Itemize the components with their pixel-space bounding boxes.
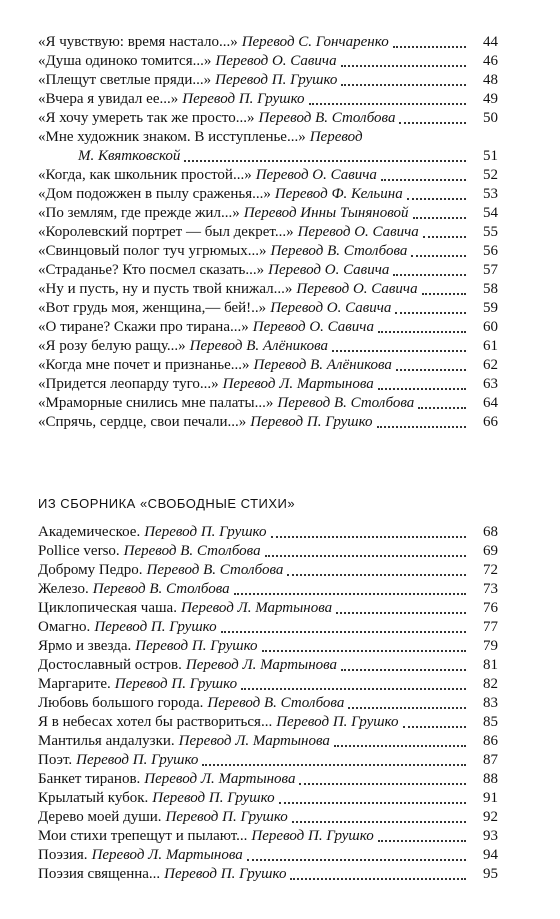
entry-page-number: 87 xyxy=(483,752,498,768)
entry-translator: Перевод О. Савича xyxy=(255,167,377,183)
entry-translator: Перевод П. Грушко xyxy=(114,676,238,692)
entry-title: «Мраморные снились мне палаты...» xyxy=(38,395,274,411)
entry-translator: Перевод П. Грушко xyxy=(94,619,217,635)
entry-translator: Перевод П. Грушко xyxy=(76,752,199,768)
toc-entry xyxy=(38,413,498,432)
entry-title: «Королевский портрет — был декрет...» xyxy=(38,224,294,240)
dot-leader xyxy=(393,45,466,48)
entry-title: Мои стихи трепещут и пылают... xyxy=(38,828,248,844)
entry-page-number: 85 xyxy=(483,714,498,730)
entry-translator: Перевод Ф. Кельина xyxy=(274,186,403,202)
dot-leader xyxy=(381,178,466,181)
entry-translator: Перевод О. Савича xyxy=(270,300,392,316)
toc-entry xyxy=(38,542,498,561)
dot-leader xyxy=(292,820,466,823)
toc-entry xyxy=(38,865,498,884)
entry-title: «По землям, где прежде жил...» xyxy=(38,205,240,221)
toc-entry xyxy=(38,523,498,542)
dot-leader xyxy=(395,311,466,314)
entry-page-number: 52 xyxy=(483,167,498,183)
entry-translator: Перевод В. Столбова xyxy=(123,543,261,559)
toc-entry xyxy=(38,280,498,299)
toc-entry xyxy=(38,561,498,580)
entry-title: «Спрячь, сердце, свои печали...» xyxy=(38,414,247,430)
entry-page-number: 58 xyxy=(483,281,498,297)
toc-entry xyxy=(38,751,498,770)
toc-entry xyxy=(38,713,498,732)
entry-translator: Перевод О. Савича xyxy=(297,224,419,240)
entry-translator: Перевод В. Столбова xyxy=(146,562,284,578)
dot-leader xyxy=(403,725,467,728)
toc-entry xyxy=(38,675,498,694)
entry-translator: Перевод С. Гончаренко xyxy=(241,34,389,50)
entry-page-number: 88 xyxy=(483,771,498,787)
dot-leader xyxy=(377,425,466,428)
toc-entry xyxy=(38,242,498,261)
toc-part-1 xyxy=(38,33,498,432)
dot-leader xyxy=(287,573,466,576)
entry-page-number: 61 xyxy=(483,338,498,354)
entry-page-number: 44 xyxy=(483,34,498,50)
toc-entry xyxy=(38,637,498,656)
entry-title: Поэт. xyxy=(38,752,73,768)
dot-leader xyxy=(407,197,466,200)
entry-title: «Свинцовый полог туч угрюмых...» xyxy=(38,243,267,259)
toc-entry xyxy=(38,789,498,808)
entry-page-number: 60 xyxy=(483,319,498,335)
toc-entry xyxy=(38,204,498,223)
dot-leader xyxy=(341,668,466,671)
toc-entry xyxy=(38,375,498,394)
toc-entry xyxy=(38,732,498,751)
toc-entry xyxy=(38,223,498,242)
dot-leader xyxy=(299,782,466,785)
entry-translator: Перевод П. Грушко xyxy=(164,866,287,882)
section-heading: ИЗ СБОРНИКА «СВОБОДНЫЕ СТИХИ» xyxy=(38,496,296,511)
entry-page-number: 81 xyxy=(483,657,498,673)
entry-page-number: 72 xyxy=(483,562,498,578)
dot-leader xyxy=(279,801,466,804)
entry-title: «Плещут светлые пряди...» xyxy=(38,72,212,88)
entry-page-number: 83 xyxy=(483,695,498,711)
entry-translator: Перевод В. Столбова xyxy=(270,243,408,259)
entry-translator: Перевод П. Грушко xyxy=(144,524,267,540)
entry-title: Омагно. xyxy=(38,619,91,635)
toc-entry xyxy=(38,770,498,789)
entry-translator: Перевод В. Столбова xyxy=(207,695,345,711)
entry-title: Мантилья андалузки. xyxy=(38,733,175,749)
toc-entry xyxy=(38,261,498,280)
entry-translator: Перевод П. Грушко xyxy=(276,714,399,730)
entry-page-number: 48 xyxy=(483,72,498,88)
entry-page-number: 66 xyxy=(483,414,498,430)
dot-leader xyxy=(265,554,466,557)
entry-page-number: 94 xyxy=(483,847,498,863)
entry-translator: Перевод О. Савича xyxy=(215,53,337,69)
entry-translator: Перевод Л. Мартынова xyxy=(178,733,330,749)
dot-leader xyxy=(241,687,466,690)
entry-translator: Перевод О. Савича xyxy=(252,319,374,335)
entry-translator: Перевод П. Грушко xyxy=(165,809,288,825)
entry-page-number: 49 xyxy=(483,91,498,107)
dot-leader xyxy=(396,368,466,371)
toc-entry xyxy=(38,71,498,90)
dot-leader xyxy=(202,763,466,766)
toc-entry xyxy=(38,318,498,337)
entry-page-number: 59 xyxy=(483,300,498,316)
dot-leader xyxy=(378,330,466,333)
toc-entry xyxy=(38,166,498,185)
dot-leader xyxy=(411,254,466,257)
entry-translator: Перевод xyxy=(309,129,363,145)
entry-page-number: 56 xyxy=(483,243,498,259)
toc-entry xyxy=(38,694,498,713)
entry-title: «Мне художник знаком. В исступленье...» xyxy=(38,129,306,145)
entry-title: Pollice verso. xyxy=(38,543,120,559)
entry-title: Поэзия. xyxy=(38,847,88,863)
entry-page-number: 79 xyxy=(483,638,498,654)
toc-entry xyxy=(38,599,498,618)
toc-entry xyxy=(38,185,498,204)
entry-title: Любовь большого города. xyxy=(38,695,204,711)
dot-leader xyxy=(271,535,467,538)
entry-page-number: 51 xyxy=(483,148,498,164)
entry-page-number: 69 xyxy=(483,543,498,559)
dot-leader xyxy=(393,273,466,276)
entry-title: Доброму Педро. xyxy=(38,562,143,578)
entry-translator: Перевод Л. Мартынова xyxy=(144,771,296,787)
entry-translator: Перевод В. Алёникова xyxy=(189,338,329,354)
dot-leader xyxy=(334,744,466,747)
entry-page-number: 82 xyxy=(483,676,498,692)
entry-title: «Дом подожжен в пылу сраженья...» xyxy=(38,186,271,202)
entry-page-number: 50 xyxy=(483,110,498,126)
entry-title: Циклопическая чаша. xyxy=(38,600,177,616)
entry-translator: Перевод П. Грушко xyxy=(135,638,258,654)
toc-entry xyxy=(38,394,498,413)
entry-page-number: 95 xyxy=(483,866,498,882)
entry-page-number: 86 xyxy=(483,733,498,749)
entry-translator: Перевод В. Столбова xyxy=(258,110,396,126)
toc-entry xyxy=(38,656,498,675)
dot-leader xyxy=(341,64,466,67)
dot-leader xyxy=(348,706,466,709)
entry-translator: Перевод Л. Мартынова xyxy=(180,600,333,616)
toc-entry xyxy=(38,337,498,356)
toc-entry xyxy=(38,299,498,318)
entry-page-number: 91 xyxy=(483,790,498,806)
entry-translator: Перевод В. Алёникова xyxy=(253,357,392,373)
entry-title: Ярмо и звезда. xyxy=(38,638,132,654)
entry-translator: Перевод П. Грушко xyxy=(250,414,373,430)
entry-title: «Вчера я увидал ее...» xyxy=(38,91,179,107)
entry-title: Поэзия священна... xyxy=(38,866,161,882)
dot-leader xyxy=(247,858,466,861)
entry-title: «Вот грудь моя, женщина,— бей!..» xyxy=(38,300,267,316)
dot-leader xyxy=(184,159,466,162)
entry-title: «Страданье? Кто посмел сказать...» xyxy=(38,262,265,278)
entry-translator: Перевод П. Грушко xyxy=(215,72,338,88)
toc-entry xyxy=(38,356,498,375)
entry-title: Железо. xyxy=(38,581,89,597)
entry-translator: Перевод О. Савича xyxy=(268,262,390,278)
dot-leader xyxy=(234,592,466,595)
toc-entry xyxy=(38,827,498,846)
entry-translator: Перевод П. Грушко xyxy=(251,828,374,844)
dot-leader xyxy=(336,611,466,614)
toc-entry xyxy=(38,109,498,128)
toc-entry xyxy=(38,846,498,865)
toc-entry xyxy=(38,128,498,147)
entry-title: Академическое. xyxy=(38,524,141,540)
entry-page-number: 63 xyxy=(483,376,498,392)
entry-title: «Я розу белую ращу...» xyxy=(38,338,186,354)
entry-title: «О тиране? Скажи про тирана...» xyxy=(38,319,249,335)
entry-title: «Душа одиноко томится...» xyxy=(38,53,212,69)
dot-leader xyxy=(378,387,466,390)
entry-page-number: 93 xyxy=(483,828,498,844)
toc-entry xyxy=(38,52,498,71)
toc-entry xyxy=(38,90,498,109)
entry-page-number: 92 xyxy=(483,809,498,825)
entry-title: «Ну и пусть, ну и пусть твой книжал...» xyxy=(38,281,293,297)
entry-translator: Перевод П. Грушко xyxy=(182,91,305,107)
dot-leader xyxy=(262,649,466,652)
entry-page-number: 76 xyxy=(483,600,498,616)
entry-title: «Когда, как школьник простой...» xyxy=(38,167,252,183)
dot-leader xyxy=(423,235,466,238)
toc-entry xyxy=(38,580,498,599)
entry-title: Я в небесах хотел бы раствориться... xyxy=(38,714,273,730)
dot-leader xyxy=(290,877,466,880)
entry-page-number: 77 xyxy=(483,619,498,635)
entry-translator: М. Квятковской xyxy=(78,148,181,164)
entry-page-number: 54 xyxy=(483,205,498,221)
entry-title: «Придется леопарду туго...» xyxy=(38,376,219,392)
entry-title: Дерево моей души. xyxy=(38,809,162,825)
entry-translator: Перевод Л. Мартынова xyxy=(91,847,243,863)
dot-leader xyxy=(399,121,466,124)
dot-leader xyxy=(309,102,466,105)
dot-leader xyxy=(413,216,466,219)
entry-translator: Перевод В. Столбова xyxy=(277,395,415,411)
toc-entry xyxy=(38,147,498,166)
entry-title: Достославный остров. xyxy=(38,657,182,673)
entry-page-number: 64 xyxy=(483,395,498,411)
dot-leader xyxy=(221,630,466,633)
entry-page-number: 57 xyxy=(483,262,498,278)
entry-page-number: 73 xyxy=(483,581,498,597)
entry-page-number: 68 xyxy=(483,524,498,540)
entry-translator: Перевод Л. Мартынова xyxy=(222,376,374,392)
toc-entry xyxy=(38,808,498,827)
entry-page-number: 62 xyxy=(483,357,498,373)
entry-title: Маргарите. xyxy=(38,676,111,692)
dot-leader xyxy=(341,83,466,86)
entry-title: Крылатый кубок. xyxy=(38,790,149,806)
entry-translator: Перевод О. Савича xyxy=(296,281,418,297)
entry-page-number: 53 xyxy=(483,186,498,202)
entry-translator: Перевод Л. Мартынова xyxy=(185,657,338,673)
entry-title: «Когда мне почет и признанье...» xyxy=(38,357,250,373)
entry-translator: Перевод В. Столбова xyxy=(92,581,230,597)
entry-title: «Я чувствую: время настало...» xyxy=(38,34,238,50)
entry-page-number: 46 xyxy=(483,53,498,69)
toc-entry xyxy=(38,33,498,52)
entry-page-number: 55 xyxy=(483,224,498,240)
entry-title: Банкет тиранов. xyxy=(38,771,141,787)
dot-leader xyxy=(378,839,466,842)
toc-part-2 xyxy=(38,523,498,884)
dot-leader xyxy=(332,349,466,352)
entry-translator: Перевод П. Грушко xyxy=(152,790,275,806)
toc-entry xyxy=(38,618,498,637)
entry-title: «Я хочу умереть так же просто...» xyxy=(38,110,255,126)
entry-translator: Перевод Инны Тыняновой xyxy=(243,205,409,221)
dot-leader xyxy=(422,292,466,295)
dot-leader xyxy=(418,406,466,409)
